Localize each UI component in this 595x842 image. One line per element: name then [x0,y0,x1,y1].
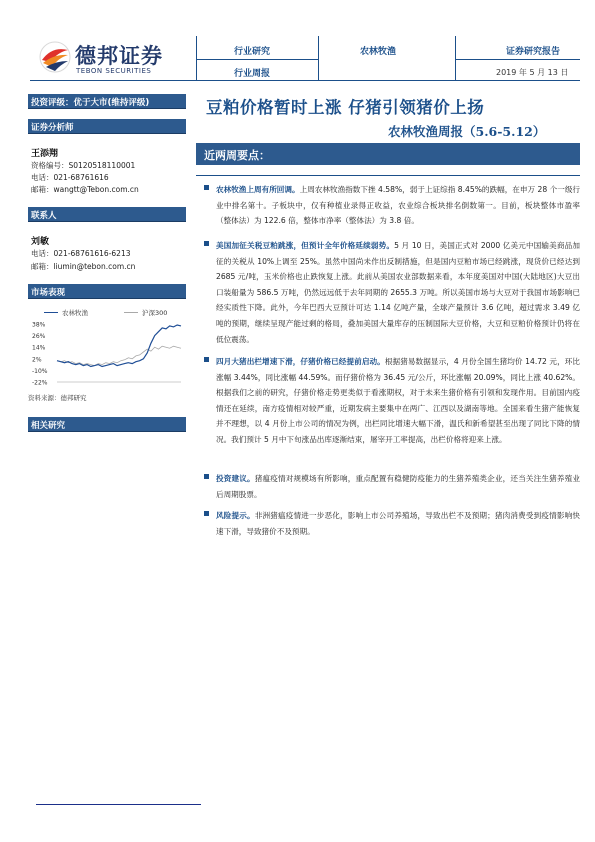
logo-chinese-name: 德邦证券 [75,43,163,68]
market-header [28,284,186,299]
contact-phone: 电话：021-68761616-6213 [31,249,131,258]
analyst-header [28,119,186,134]
bullet-item [204,182,580,229]
contact-header [28,207,186,222]
analyst-phone: 电话：021-68761616 [31,173,109,182]
header-rule [455,59,580,60]
header-industry: 农林牧渔 [360,47,397,57]
legend-label: 农林牧渔 [62,309,88,317]
company-logo [38,40,178,80]
market-performance-chart [31,320,187,388]
bullet-square-icon [204,474,209,479]
related-header-label: 相关研究 [31,421,66,431]
analyst-header-label: 证券分析师 [31,123,74,133]
y-tick-label: 26% [32,333,46,341]
y-tick-label: -22% [32,379,48,387]
chart-source: 资料来源：德邦研究 [28,394,87,402]
related-header [28,417,186,432]
bullet-paragraph: 投资建议。猪瘟疫情对规模场有所影响，重点配置有稳健防疫能力的生猪养殖类企业，还当关注生猪养殖业后周期股票。 [216,474,581,499]
contact-email[interactable]: 邮箱：liumin@tebon.com.cn [31,262,136,271]
bullet-paragraph: 美国加征关税豆粕跳涨，但预计全年价格延续弱势。5 月 10 日，美国正式对 2000 亿美元中国输美商品加征的关税从 10%上调至 25%。虽然中国尚未作出反制措施，但是国内豆粕市场已经跳涨，现货价已经达到 2685 元/吨，玉米价格也止跌恢复上涨。此前从美国农业部数据来看，本年度美国对中国(大陆地区)大豆出口装船量为 586.5 万吨，仍然远远低于去年同期的 2655.3 万吨。所以美国市场与大豆对于我国市场影响已经实质性下降。此外，今年巴西大豆预计可达 1.14 亿吨产量，全球产量预计 3.6 亿吨，超过需求 3.49 亿吨的预期，继续呈现产能过剩的格局，叠加美国大量库存的压制国际大豆价格，大豆和豆粕价格预计仍将在低位震荡。 [216,241,581,344]
analyst-name: 王添翔 [31,149,59,159]
market-header-label: 市场表现 [31,288,66,298]
analyst-cert: 资格编号：S0120518110001 [31,161,136,170]
header-divider [455,36,456,80]
report-date: 2019 年 5 月 13 日 [496,68,569,77]
bullet-item [204,508,580,539]
y-tick-label: -10% [32,367,48,375]
section-rule [196,175,580,176]
report-subtitle: 农林牧渔周报（5.6-5.12） [388,124,546,139]
rating-box [28,94,186,109]
header-bottom-rule [30,80,580,81]
bullet-paragraph: 风险提示。非洲猪瘟疫情进一步恶化，影响上市公司养殖场，导致出栏不及预期；猪肉消费受到疫情影响快速下滑，导致猪价不及预期。 [216,511,581,536]
bullet-square-icon [204,185,209,190]
y-tick-label: 2% [32,356,42,364]
header-report-type: 行业周报 [234,69,271,79]
bullet-square-icon [204,511,209,516]
header-category: 行业研究 [234,47,271,57]
header-rule [196,59,318,60]
bullet-item [204,238,580,347]
header-divider [196,36,197,80]
legend-swatch [44,312,58,313]
series-line-hs300 [57,346,181,365]
report-title: 豆粕价格暂时上涨 仔猪引领猪价上扬 [206,98,485,117]
bullet-item [204,354,580,448]
bullet-paragraph: 四月大猪出栏增速下滑，仔猪价格已经提前启动。根据猪易数据显示，4 月份全国生猪均价 14.72 元，环比涨幅 3.44%，同比涨幅 44.59%。而仔猪价格为 36.45 元/公斤，环比涨幅 20.09%，同比上涨 40.62%。根据我们之前的研究，仔猪价格走势更类似于看涨期权，对于未来生猪价格有引领和发现作用。目前国内疫情还在延续，南方疫情相对较严重，近期发病主要集中在两广、江西以及湖南等地。全国来看生猪产能恢复并不理想，以 4 月份上市公司的情况为例，出栏同比增速大幅下滑，温氏和新希望甚至出现了同比下降的情况。我们预计 5 月中下旬涨品出库逐渐结束，屠宰开工率提高，出栏价格将迎来上涨。 [216,357,581,444]
contact-name: 刘敏 [31,237,50,247]
legend-label: 沪深300 [142,309,168,317]
logo-english-name: TEBON SECURITIES [76,67,152,75]
legend-swatch [124,312,138,313]
chart-legend [32,308,188,318]
series-line-agriculture [57,325,181,367]
bullet-square-icon [204,357,209,362]
bullet-square-icon [204,241,209,246]
contact-header-label: 联系人 [31,211,57,221]
section-header-label: 近两周要点： [204,149,270,162]
rating-text: 投资评级：优于大市(维持评级) [31,98,150,108]
section-header [196,143,580,165]
y-tick-label: 14% [32,344,46,352]
logo-mark-icon [38,40,72,74]
footer-rule [36,804,201,805]
header-doc-type: 证券研究报告 [506,47,561,57]
bullet-paragraph: 农林牧渔上周有所回调。上周农林牧渔指数下挫 4.58%，弱于上证综指 8.45%的跌幅，在申万 28 个一级行业中排名第十。子板块中，仅有种植业录得正收益，农业综合板块排名倒数第一。目前，板块整体市盈率（整体法）为 122.6 倍，整体市净率（整体法）为 3.8 倍。 [216,185,581,226]
y-tick-label: 38% [32,321,46,329]
bullet-item [204,471,580,502]
analyst-email[interactable]: 邮箱：wangtt@Tebon.com.cn [31,185,139,194]
header-divider [318,36,319,80]
